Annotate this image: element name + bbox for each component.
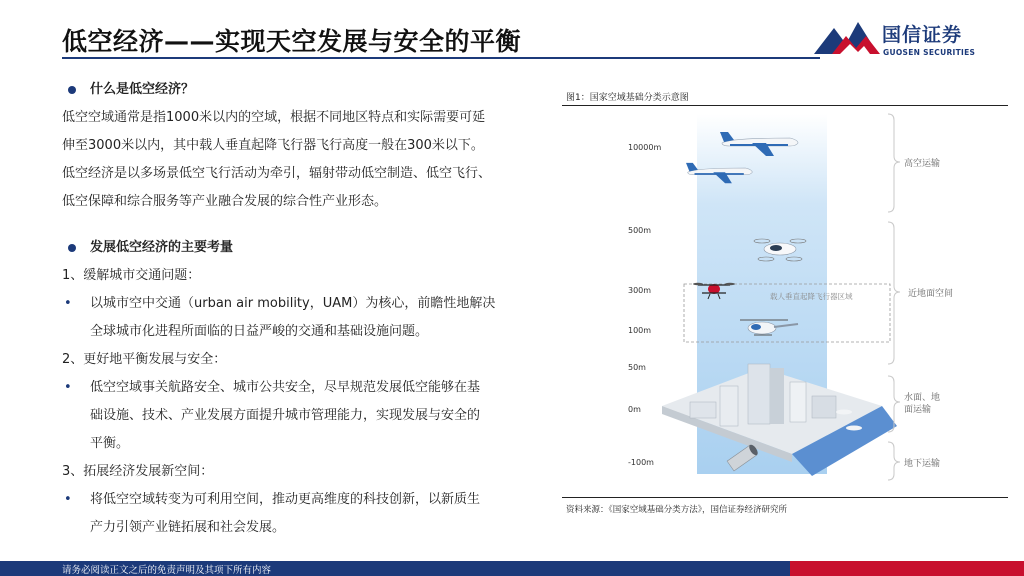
logo-name: 国信证券 bbox=[882, 24, 963, 46]
altitude-label: -100m bbox=[628, 458, 654, 467]
altitude-label: 300m bbox=[628, 286, 652, 295]
altitude-label: 50m bbox=[628, 363, 646, 372]
footer-accent bbox=[790, 561, 1024, 576]
figure-source: 资料来源：《国家空域基础分类方法》，国信证券经济研究所 bbox=[566, 505, 788, 515]
bullet-icon: • bbox=[64, 380, 72, 395]
paragraph-line: 低空经济是以多场景低空飞行活动为牵引，辐射带动低空制造、低空飞行、 bbox=[62, 166, 492, 181]
section-2-title: 发展低空经济的主要考量 bbox=[90, 240, 234, 255]
main-text bbox=[62, 76, 562, 542]
zone-label-near: 近地面空间 bbox=[908, 289, 954, 299]
paragraph-line: 低空空域通常是指1000米以内的空域，根据不同地区特点和实际需要可延 bbox=[62, 110, 486, 125]
zone-label-water: 水面、地 bbox=[904, 393, 941, 403]
bullet-text: 低空空域事关航路安全、城市公共安全，尽早规范发展低空能够在基 bbox=[90, 380, 481, 395]
bullet-dot-icon bbox=[68, 86, 76, 94]
logo-subtitle: GUOSEN SECURITIES bbox=[883, 48, 976, 57]
altitude-label: 500m bbox=[628, 226, 652, 235]
section-1-title: 什么是低空经济？ bbox=[90, 82, 195, 97]
bracket-high bbox=[888, 114, 900, 212]
altitude-label: 10000m bbox=[628, 143, 662, 152]
bullet-dot-icon bbox=[68, 244, 76, 252]
footer-disclaimer: 请务必阅读正文之后的免责声明及其项下所有内容 bbox=[62, 565, 272, 576]
bullet-item bbox=[62, 374, 562, 402]
paragraph-line: 低空保障和综合服务等产业融合发展的综合性产业形态。 bbox=[62, 194, 388, 209]
bullet-item bbox=[62, 486, 562, 514]
altitude-label: 0m bbox=[628, 405, 641, 414]
bullet-item bbox=[62, 290, 562, 318]
bullet-continuation: 产力引领产业链拓展和社会发展。 bbox=[90, 520, 286, 535]
bullet-continuation: 础设施、技术、产业发展方面提升城市管理能力，实现发展与安全的 bbox=[90, 408, 481, 423]
section-heading bbox=[62, 234, 562, 262]
airspace-diagram bbox=[562, 106, 1008, 496]
bullet-icon: • bbox=[64, 492, 72, 507]
zone-label-underground: 地下运输 bbox=[904, 459, 941, 469]
reason-heading: 3、拓展经济发展新空间： bbox=[62, 464, 214, 479]
zone-label-water: 面运输 bbox=[904, 405, 932, 415]
bullet-continuation: 平衡。 bbox=[90, 436, 130, 451]
spacer bbox=[62, 216, 562, 234]
reason-heading: 2、更好地平衡发展与安全： bbox=[62, 352, 227, 367]
figure-caption: 图1：国家空域基础分类示意图 bbox=[566, 93, 689, 103]
bullet-text: 将低空空域转变为可利用空间，推动更高维度的科技创新，以新质生 bbox=[90, 492, 481, 507]
page-title: 低空经济——实现天空发展与安全的平衡 bbox=[62, 27, 522, 56]
footer-bar bbox=[0, 561, 1024, 576]
paragraph-line: 伸至3000米以内，其中载人垂直起降飞行器飞行高度一般在300米以下。 bbox=[62, 138, 484, 153]
bracket-underground bbox=[888, 442, 900, 480]
reason-heading: 1、缓解城市交通问题： bbox=[62, 268, 201, 283]
bullet-text: 以城市空中交通（urban air mobility，UAM）为核心，前瞻性地解决 bbox=[90, 296, 496, 311]
bullet-icon: • bbox=[64, 296, 72, 311]
figure-bottom-rule bbox=[562, 497, 1008, 498]
bullet-continuation: 全球城市化进程所面临的日益严峻的交通和基础设施问题。 bbox=[90, 324, 429, 339]
title-divider bbox=[62, 57, 820, 59]
altitude-label: 100m bbox=[628, 326, 652, 335]
zone-label-high: 高空运输 bbox=[904, 159, 941, 169]
evtol-zone-label: 载人垂直起降飞行器区域 bbox=[770, 292, 853, 301]
section-heading bbox=[62, 76, 562, 104]
